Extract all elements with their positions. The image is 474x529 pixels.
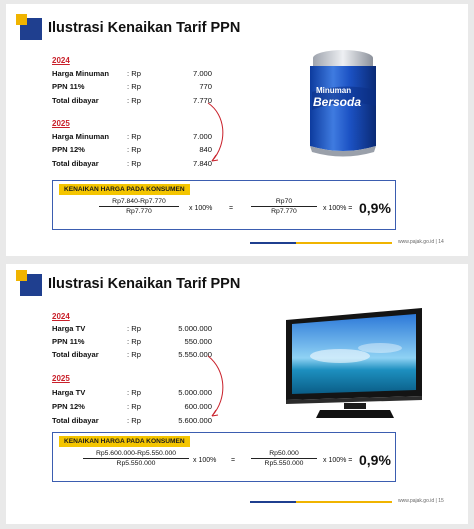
total-row [52, 159, 212, 170]
can-label-top: Minuman [316, 86, 352, 95]
row-currency: : Rp [127, 388, 141, 397]
tax-row [52, 402, 212, 413]
total-row [52, 416, 212, 427]
row-currency: : Rp [127, 324, 141, 333]
slide-title: Ilustrasi Kenaikan Tarif PPN [48, 20, 241, 36]
row-label: Total dibayar [52, 350, 99, 359]
row-currency: : Rp [127, 159, 141, 168]
footer-line-navy [250, 242, 296, 244]
total-row [52, 350, 212, 361]
year-label: 2025 [52, 374, 70, 383]
multiply-equals-text: x 100% = [323, 457, 353, 464]
fraction-denominator: Rp5.550.000 [116, 460, 156, 467]
row-value: 840 [199, 145, 212, 154]
fraction-numerator: Rp50.000 [251, 450, 317, 459]
row-currency: : Rp [127, 350, 141, 359]
footer-url: www.pajak.go.id | 14 [398, 239, 444, 245]
row-value: 7.000 [192, 69, 212, 78]
tax-row [52, 145, 212, 156]
row-value: 5.000.000 [178, 388, 212, 397]
fraction-numerator: Rp5.600.000-Rp5.550.000 [83, 450, 189, 459]
fraction-1 [83, 450, 189, 467]
logo-icon [16, 14, 42, 40]
row-currency: : Rp [127, 145, 141, 154]
row-value: 5.600.000 [178, 416, 212, 425]
fraction-numerator: Rp7.840-Rp7.770 [99, 198, 179, 207]
formula-box [52, 180, 396, 230]
television-illustration [284, 306, 426, 422]
row-label: Total dibayar [52, 416, 99, 425]
equals-sign: = [229, 205, 234, 212]
row-currency: : Rp [127, 402, 141, 411]
footer-url: www.pajak.go.id | 15 [398, 498, 444, 504]
formula-box-title: KENAIKAN HARGA PADA KONSUMEN [59, 184, 190, 195]
slide-1 [6, 4, 468, 256]
row-label: PPN 12% [52, 145, 85, 154]
row-currency: : Rp [127, 132, 141, 141]
row-value: 5.000.000 [178, 324, 212, 333]
row-value: 5.550.000 [178, 350, 212, 359]
slide-title: Ilustrasi Kenaikan Tarif PPN [48, 276, 241, 292]
row-currency: : Rp [127, 96, 141, 105]
price-row [52, 132, 212, 143]
row-value: 550.000 [184, 337, 212, 346]
row-label: Harga TV [52, 388, 86, 397]
fraction-numerator: Rp70 [251, 198, 317, 207]
row-label: PPN 11% [52, 337, 85, 346]
comparison-arrow-icon [202, 99, 232, 169]
fraction-denominator: Rp7.770 [271, 208, 297, 215]
row-label: Harga TV [52, 324, 86, 333]
row-value: 600.000 [184, 402, 212, 411]
year-label: 2025 [52, 119, 70, 128]
year-label: 2024 [52, 312, 70, 321]
row-value: 7.000 [192, 132, 212, 141]
price-row [52, 69, 212, 80]
footer-line-navy [250, 501, 296, 503]
equals-sign: = [231, 457, 236, 464]
footer-line-gold [296, 242, 392, 244]
row-label: Harga Minuman [52, 132, 109, 141]
multiply-equals-text: x 100% = [323, 205, 353, 212]
row-value: 7.770 [192, 96, 212, 105]
row-value: 7.840 [192, 159, 212, 168]
fraction-denominator: Rp7.770 [126, 208, 152, 215]
row-value: 770 [199, 82, 212, 91]
fraction-1 [99, 198, 179, 215]
total-row [52, 96, 212, 107]
fraction-denominator: Rp5.550.000 [264, 460, 304, 467]
multiply-text: x 100% [193, 457, 217, 464]
row-label: Harga Minuman [52, 69, 109, 78]
result-value: 0,9% [359, 200, 391, 216]
year-label: 2024 [52, 56, 70, 65]
multiply-text: x 100% [189, 205, 213, 212]
fraction-2 [251, 450, 317, 467]
row-currency: : Rp [127, 337, 141, 346]
footer-line-gold [296, 501, 392, 503]
price-row [52, 324, 212, 335]
formula-box [52, 432, 396, 482]
comparison-arrow-icon [202, 352, 232, 424]
formula-box-title: KENAIKAN HARGA PADA KONSUMEN [59, 436, 190, 447]
row-currency: : Rp [127, 416, 141, 425]
price-row [52, 388, 212, 399]
can-label-brand: Bersoda [313, 95, 362, 109]
row-currency: : Rp [127, 69, 141, 78]
logo-icon [16, 270, 42, 296]
tax-row [52, 337, 212, 348]
result-value: 0,9% [359, 452, 391, 468]
slide-2 [6, 264, 468, 524]
row-label: Total dibayar [52, 96, 99, 105]
row-label: Total dibayar [52, 159, 99, 168]
tax-row [52, 82, 212, 93]
row-currency: : Rp [127, 82, 141, 91]
fraction-2 [251, 198, 317, 215]
row-label: PPN 12% [52, 402, 85, 411]
row-label: PPN 11% [52, 82, 85, 91]
